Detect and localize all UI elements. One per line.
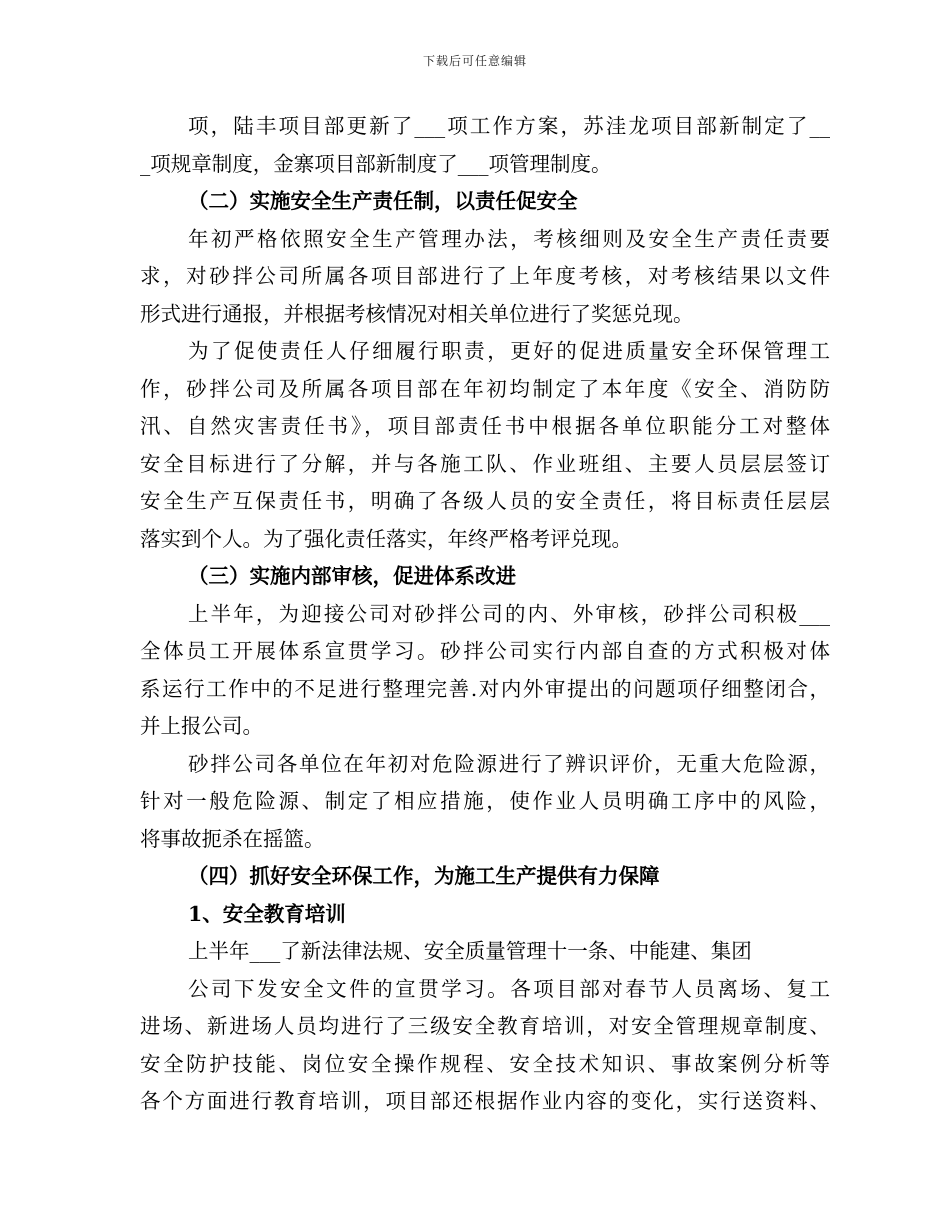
paragraph-line: 全体员工开展体系宣贯学习。砂拌公司实行内部自查的方式积极对体 <box>140 639 830 663</box>
paragraph-line: 并上报公司。 <box>140 714 263 738</box>
paragraph-line: 年初严格依照安全生产管理办法，考核细则及安全生产责任责要 <box>188 226 830 251</box>
paragraph-line: 安全生产互保责任书，明确了各级人员的安全责任，将目标责任层层 <box>140 489 830 513</box>
paragraph-line: 将事故扼杀在摇篮。 <box>140 826 325 851</box>
paragraph-line: 落实到个人。为了强化责任落实，年终严格考评兑现。 <box>140 526 632 551</box>
paragraph-line: 上半年，为迎接公司对砂拌公司的内、外审核，砂拌公司积极___ <box>188 601 830 626</box>
section-heading: （三）实施内部审核，促进体系改进 <box>188 564 516 588</box>
paragraph-line: 作，砂拌公司及所属各项目部在年初均制定了本年度《安全、消防防 <box>140 376 830 401</box>
paragraph-line: 安全目标进行了分解，并与各施工队、作业班组、主要人员层层签订 <box>140 451 830 476</box>
paragraph-line: 砂拌公司各单位在年初对危险源进行了辨识评价，无重大危险源， <box>188 751 830 776</box>
paragraph-line: 进场、新进场人员均进行了三级安全教育培训，对安全管理规章制度、 <box>140 1014 830 1038</box>
page-header: 下载后可任意编辑 <box>422 54 527 68</box>
paragraph-line: 系运行工作中的不足进行整理完善.对内外审提出的问题项仔细整闭合， <box>140 676 830 701</box>
paragraph-line: 各个方面进行教育培训，项目部还根据作业内容的变化，实行送资料、 <box>140 1089 830 1113</box>
paragraph-line: 为了促使责任人仔细履行职责，更好的促进质量安全环保管理工 <box>188 339 830 363</box>
paragraph-line: _项规章制度，金寨项目部新制度了___项管理制度。 <box>140 151 612 176</box>
paragraph-line: 上半年___了新法律法规、安全质量管理十一条、中能建、集团 <box>188 939 752 963</box>
section-heading: （四）抓好安全环保工作，为施工生产提供有力保障 <box>188 864 660 888</box>
section-heading: 1、安全教育培训 <box>188 901 346 926</box>
paragraph-line: 项，陆丰项目部更新了___项工作方案，苏洼龙项目部新制定了__ <box>188 114 830 138</box>
section-heading: （二）实施安全生产责任制，以责任促安全 <box>188 189 578 213</box>
paragraph-line: 汛、自然灾害责任书》，项目部责任书中根据各单位职能分工对整体 <box>140 414 830 438</box>
paragraph-line: 安全防护技能、岗位安全操作规程、安全技术知识、事故案例分析等 <box>140 1051 830 1076</box>
document-body <box>140 108 830 1121</box>
paragraph-line: 公司下发安全文件的宣贯学习。各项目部对春节人员离场、复工 <box>188 976 830 1001</box>
paragraph-line: 求，对砂拌公司所属各项目部进行了上年度考核，对考核结果以文件 <box>140 264 830 288</box>
paragraph-line: 针对一般危险源、制定了相应措施，使作业人员明确工序中的风险， <box>140 789 830 813</box>
paragraph-line: 形式进行通报，并根据考核情况对相关单位进行了奖惩兑现。 <box>140 301 694 326</box>
